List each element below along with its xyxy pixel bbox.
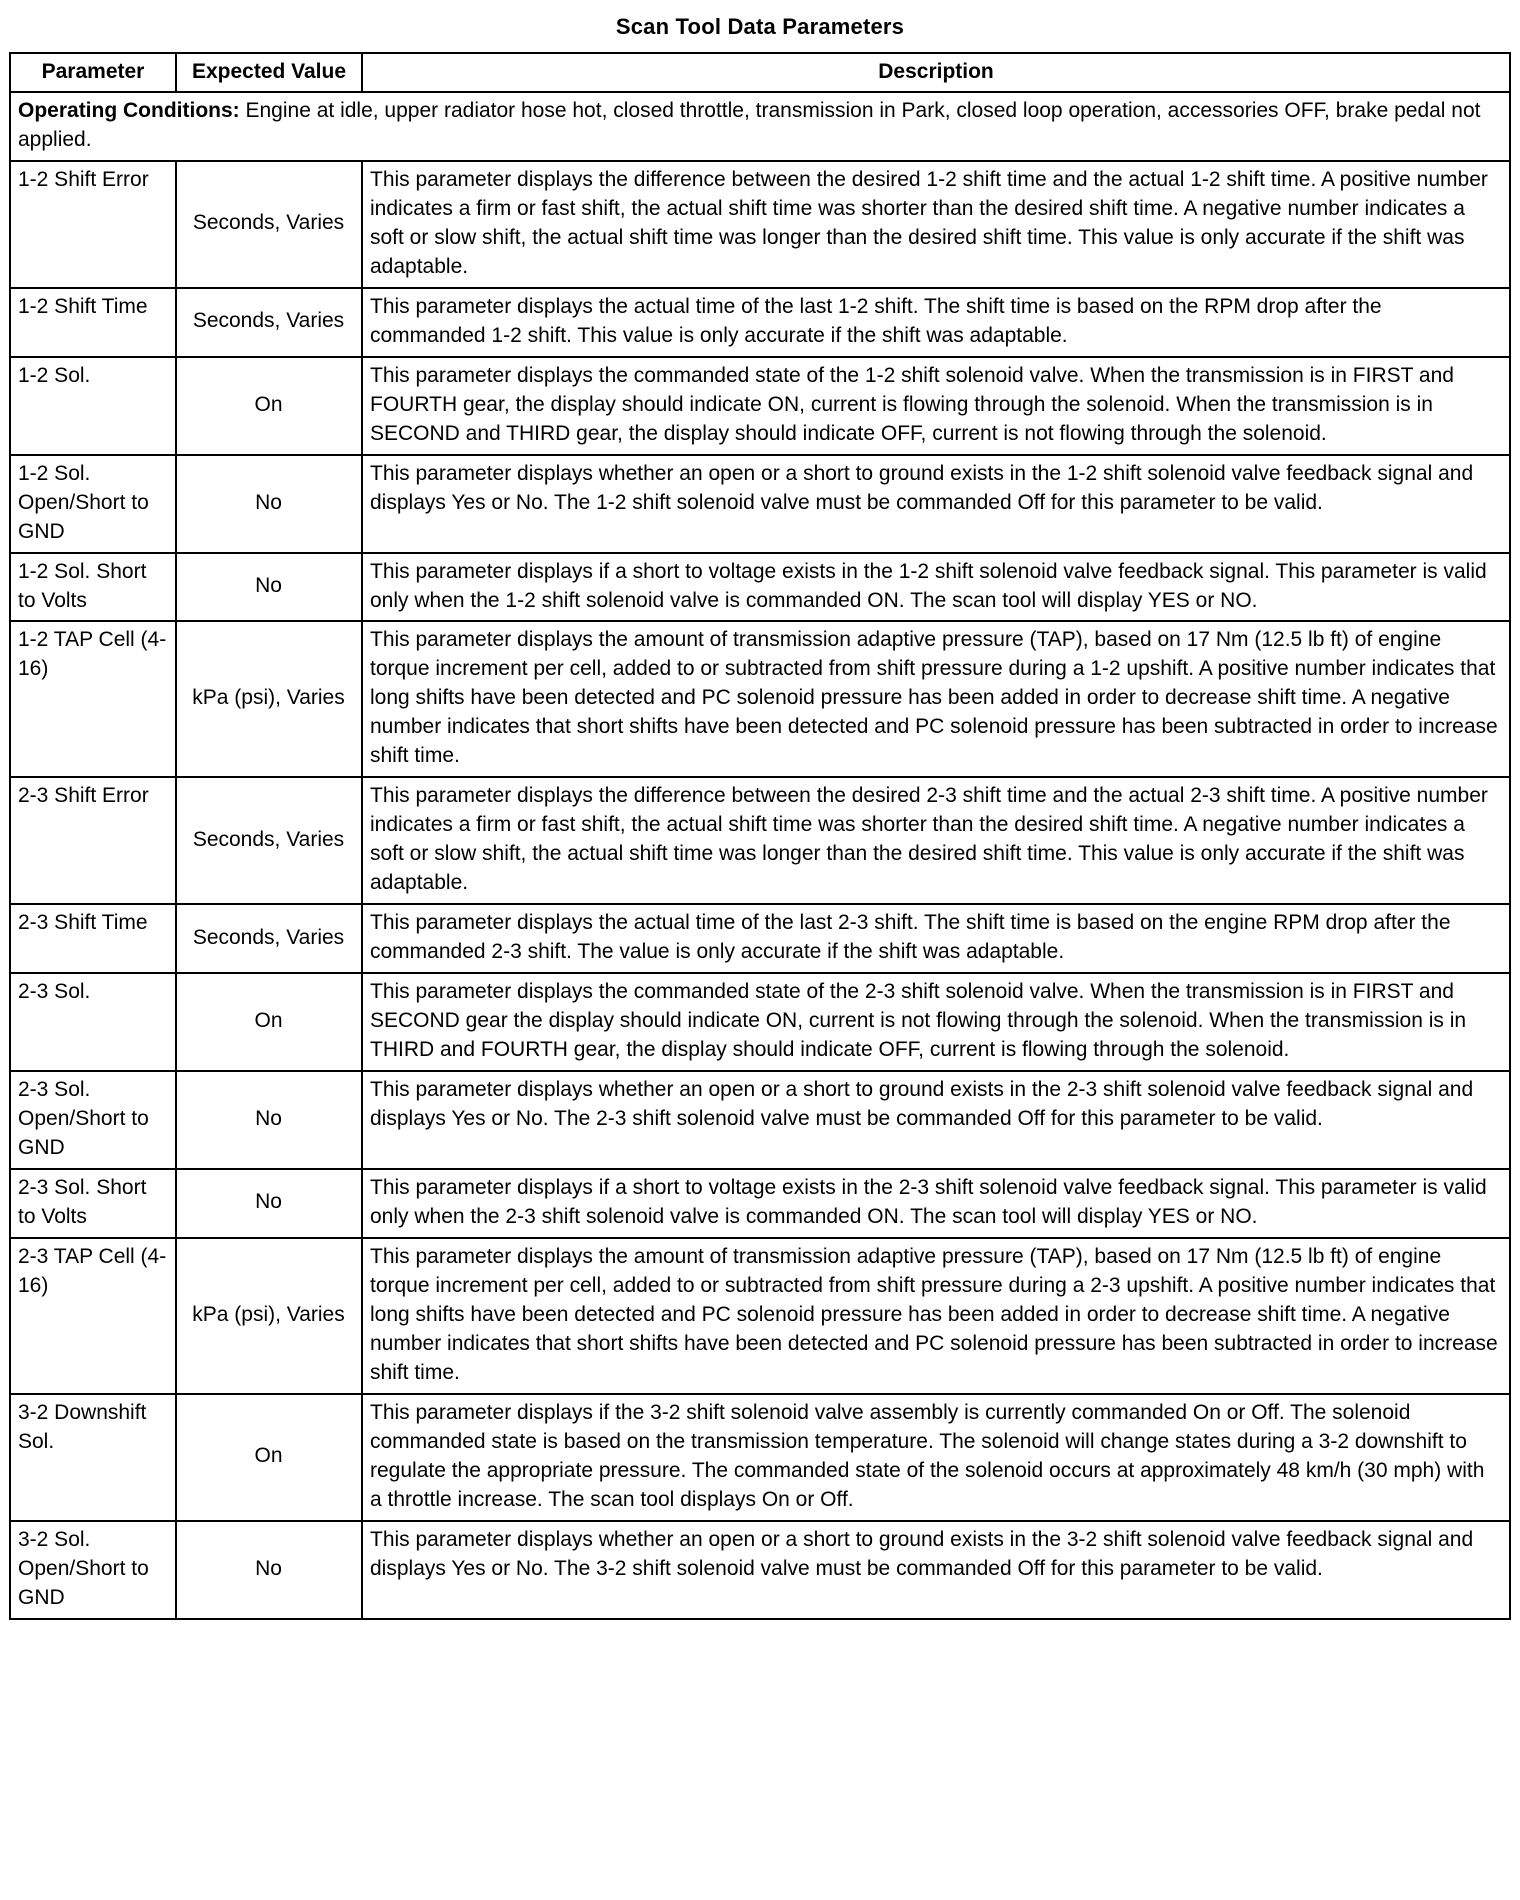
header-parameter: Parameter xyxy=(10,53,176,92)
description-cell: This parameter displays if a short to voltage exists in the 1-2 shift solenoid valve feedback signal. This parameter is valid only when the 1-2 shift solenoid valve is commanded ON. The scan tool will display YES or NO. xyxy=(362,553,1510,622)
expected-value-cell: On xyxy=(176,357,362,455)
table-row xyxy=(10,357,1510,455)
description-cell: This parameter displays whether an open or a short to ground exists in the 2-3 shift solenoid valve feedback signal and displays Yes or No. The 2-3 shift solenoid valve must be commanded Off for this parameter to be valid. xyxy=(362,1071,1510,1169)
description-cell: This parameter displays whether an open or a short to ground exists in the 1-2 shift solenoid valve feedback signal and displays Yes or No. The 1-2 shift solenoid valve must be commanded Off for this parameter to be valid. xyxy=(362,455,1510,553)
expected-value-cell: Seconds, Varies xyxy=(176,288,362,357)
header-expected-value: Expected Value xyxy=(176,53,362,92)
description-cell: This parameter displays the commanded state of the 2-3 shift solenoid valve. When the transmission is in FIRST and SECOND gear the display should indicate ON, current is not flowing through the solenoid. When the transmission is in THIRD and FOURTH gear, the display should indicate OFF, current is flowing through the solenoid. xyxy=(362,973,1510,1071)
table-header-row xyxy=(10,53,1510,92)
expected-value-cell: No xyxy=(176,1169,362,1238)
operating-conditions-label: Operating Conditions: xyxy=(18,98,240,122)
expected-value-cell: Seconds, Varies xyxy=(176,777,362,904)
expected-value-cell: No xyxy=(176,1071,362,1169)
parameter-cell: 1-2 Shift Time xyxy=(10,288,176,357)
operating-conditions-cell xyxy=(10,92,1510,161)
operating-conditions-row xyxy=(10,92,1510,161)
operating-conditions-text: Engine at idle, upper radiator hose hot, closed throttle, transmission in Park, closed loop operation, accessories OFF, brake pedal not applied. xyxy=(18,98,1481,151)
parameter-cell: 1-2 Shift Error xyxy=(10,161,176,288)
table-row xyxy=(10,553,1510,622)
expected-value-cell: No xyxy=(176,1521,362,1619)
table-row xyxy=(10,455,1510,553)
expected-value-cell: Seconds, Varies xyxy=(176,161,362,288)
expected-value-cell: kPa (psi), Varies xyxy=(176,621,362,777)
description-cell: This parameter displays if a short to voltage exists in the 2-3 shift solenoid valve feedback signal. This parameter is valid only when the 2-3 shift solenoid valve is commanded ON. The scan tool will display YES or NO. xyxy=(362,1169,1510,1238)
parameter-cell: 1-2 Sol. xyxy=(10,357,176,455)
expected-value-cell: On xyxy=(176,1394,362,1521)
table-row xyxy=(10,1394,1510,1521)
table-row xyxy=(10,1521,1510,1619)
description-cell: This parameter displays if the 3-2 shift solenoid valve assembly is currently commanded On or Off. The solenoid commanded state is based on the transmission temperature. The solenoid will change states during a 3-2 downshift to regulate the appropriate pressure. The commanded state of the solenoid occurs at approximately 48 km/h (30 mph) with a throttle increase. The scan tool displays On or Off. xyxy=(362,1394,1510,1521)
parameter-cell: 2-3 Shift Time xyxy=(10,904,176,973)
parameter-cell: 2-3 Sol. xyxy=(10,973,176,1071)
table-row xyxy=(10,621,1510,777)
parameter-cell: 2-3 Sol. Open/Short to GND xyxy=(10,1071,176,1169)
parameter-cell: 2-3 TAP Cell (4-16) xyxy=(10,1238,176,1394)
description-cell: This parameter displays whether an open or a short to ground exists in the 3-2 shift solenoid valve feedback signal and displays Yes or No. The 3-2 shift solenoid valve must be commanded Off for this parameter to be valid. xyxy=(362,1521,1510,1619)
parameter-cell: 3-2 Sol. Open/Short to GND xyxy=(10,1521,176,1619)
expected-value-cell: No xyxy=(176,455,362,553)
description-cell: This parameter displays the actual time of the last 1-2 shift. The shift time is based on the RPM drop after the commanded 1-2 shift. This value is only accurate if the shift was adaptable. xyxy=(362,288,1510,357)
table-row xyxy=(10,1238,1510,1394)
expected-value-cell: No xyxy=(176,553,362,622)
parameter-cell: 3-2 Downshift Sol. xyxy=(10,1394,176,1521)
page-title: Scan Tool Data Parameters xyxy=(615,14,905,39)
table-row xyxy=(10,777,1510,904)
scan-tool-data-table xyxy=(9,52,1511,1620)
table-row xyxy=(10,161,1510,288)
expected-value-cell: Seconds, Varies xyxy=(176,904,362,973)
table-row xyxy=(10,904,1510,973)
expected-value-cell: On xyxy=(176,973,362,1071)
table-row xyxy=(10,1169,1510,1238)
expected-value-cell: kPa (psi), Varies xyxy=(176,1238,362,1394)
parameter-cell: 2-3 Shift Error xyxy=(10,777,176,904)
parameter-cell: 1-2 Sol. Short to Volts xyxy=(10,553,176,622)
parameter-cell: 2-3 Sol. Short to Volts xyxy=(10,1169,176,1238)
description-cell: This parameter displays the difference between the desired 2-3 shift time and the actual 2-3 shift time. A positive number indicates a firm or fast shift, the actual shift time was shorter than the desired shift time. A negative number indicates a soft or slow shift, the actual shift time was longer than the desired shift time. This value is only accurate if the shift was adaptable. xyxy=(362,777,1510,904)
header-description: Description xyxy=(362,53,1510,92)
table-row xyxy=(10,1071,1510,1169)
description-cell: This parameter displays the amount of transmission adaptive pressure (TAP), based on 17 Nm (12.5 lb ft) of engine torque increment per cell, added to or subtracted from shift pressure during a 1-2 upshift. A positive number indicates that long shifts have been detected and PC solenoid pressure has been added in order to decrease shift time. A negative number indicates that short shifts have been detected and PC solenoid pressure has been subtracted in order to increase shift time. xyxy=(362,621,1510,777)
table-row xyxy=(10,973,1510,1071)
table-body xyxy=(10,92,1510,1619)
description-cell: This parameter displays the commanded state of the 1-2 shift solenoid valve. When the transmission is in FIRST and FOURTH gear, the display should indicate ON, current is flowing through the solenoid. When the transmission is in SECOND and THIRD gear, the display should indicate OFF, current is not flowing through the solenoid. xyxy=(362,357,1510,455)
parameter-cell: 1-2 Sol. Open/Short to GND xyxy=(10,455,176,553)
description-cell: This parameter displays the difference between the desired 1-2 shift time and the actual 1-2 shift time. A positive number indicates a firm or fast shift, the actual shift time was shorter than the desired shift time. A negative number indicates a soft or slow shift, the actual shift time was longer than the desired shift time. This value is only accurate if the shift was adaptable. xyxy=(362,161,1510,288)
description-cell: This parameter displays the actual time of the last 2-3 shift. The shift time is based on the engine RPM drop after the commanded 2-3 shift. The value is only accurate if the shift was adaptable. xyxy=(362,904,1510,973)
parameter-cell: 1-2 TAP Cell (4-16) xyxy=(10,621,176,777)
table-row xyxy=(10,288,1510,357)
description-cell: This parameter displays the amount of transmission adaptive pressure (TAP), based on 17 Nm (12.5 lb ft) of engine torque increment per cell, added to or subtracted from shift pressure during a 2-3 upshift. A positive number indicates that long shifts have been detected and PC solenoid pressure has been added in order to decrease shift time. A negative number indicates that short shifts have been detected and PC solenoid pressure has been subtracted in order to increase shift time. xyxy=(362,1238,1510,1394)
